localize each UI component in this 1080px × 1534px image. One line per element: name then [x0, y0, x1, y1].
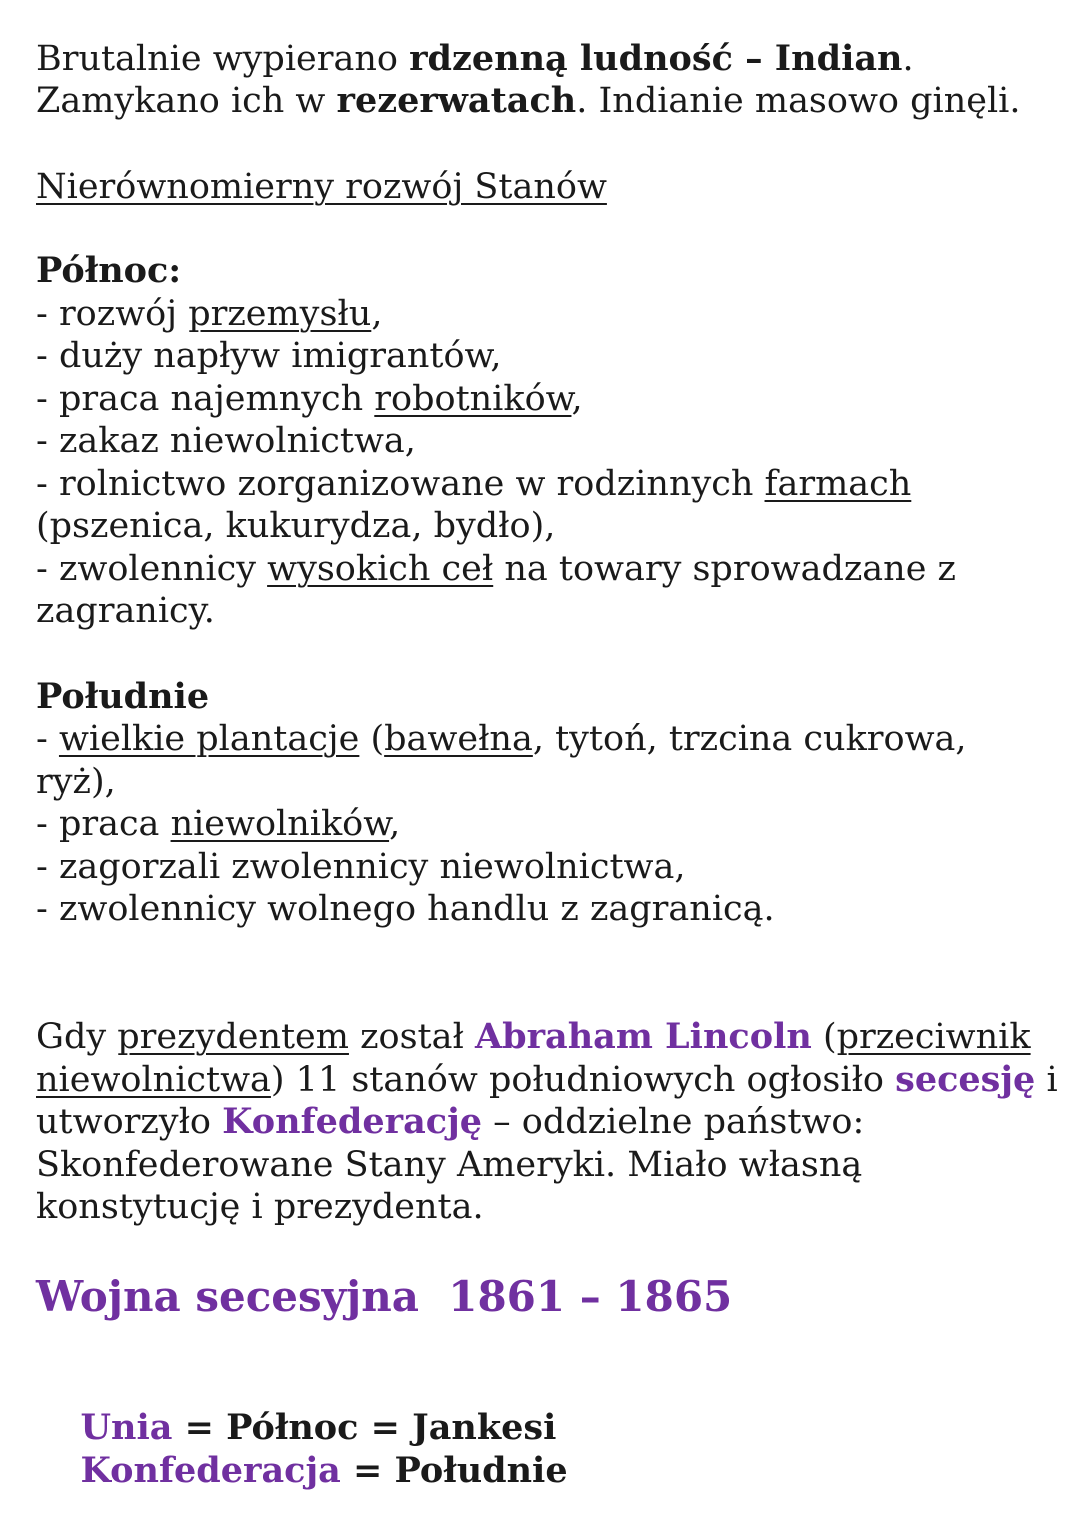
north-item-1: - rozwój przemysłu,	[36, 294, 383, 334]
union-line: Unia = Północ = Jankesi	[80, 1407, 557, 1448]
south-item-1-cont: ryż),	[36, 762, 116, 802]
lincoln-line-2: niewolnictwa) 11 stanów południowych ogłosiło secesję i	[36, 1059, 1058, 1100]
north-item-5-cont: (pszenica, kukurydza, bydło),	[36, 506, 556, 546]
reservations-bold: rezerwatach	[336, 80, 577, 121]
south-item-3: - zagorzali zwolennicy niewolnictwa,	[36, 847, 686, 887]
lincoln-line-3: utworzyło Konfederację – oddzielne państwo:	[36, 1101, 865, 1142]
north-item-6: - zwolennicy wysokich ceł na towary sprowadzane z	[36, 549, 956, 589]
indigenous-people-bold: rdzenną ludność – Indian	[409, 38, 903, 79]
intro-line-2: Zamykano ich w rezerwatach. Indianie masowo ginęli.	[36, 80, 1021, 121]
north-heading: Północ:	[36, 250, 182, 291]
secession-highlight: secesję	[895, 1059, 1036, 1100]
war-title: Wojna secesyjna 1861 – 1865	[36, 1272, 733, 1321]
north-item-2: - duży napływ imigrantów,	[36, 336, 502, 376]
confederacy-line: Konfederacja = Południe	[80, 1450, 568, 1491]
north-item-5: - rolnictwo zorganizowane w rodzinnych farmach	[36, 464, 912, 504]
section-title: Nierównomierny rozwój Stanów	[36, 167, 607, 207]
confederacy-label: Konfederacja	[80, 1450, 341, 1491]
south-item-1: - wielkie plantacje (bawełna, tytoń, trzcina cukrowa,	[36, 719, 967, 759]
confederacy-highlight: Konfederację	[222, 1101, 483, 1142]
south-item-2: - praca niewolników,	[36, 804, 401, 844]
north-item-4: - zakaz niewolnictwa,	[36, 421, 416, 461]
abraham-lincoln-highlight: Abraham Lincoln	[474, 1016, 812, 1057]
north-item-6-cont: zagranicy.	[36, 591, 215, 631]
north-item-3: - praca najemnych robotników,	[36, 379, 583, 419]
south-item-4: - zwolennicy wolnego handlu z zagranicą.	[36, 889, 775, 929]
intro-line-1: Brutalnie wypierano rdzenną ludność – Indian.	[36, 38, 914, 79]
south-heading: Południe	[36, 676, 210, 717]
union-label: Unia	[80, 1407, 173, 1448]
lincoln-line-1: Gdy prezydentem został Abraham Lincoln (przeciwnik	[36, 1016, 1031, 1057]
lincoln-line-5: konstytucję i prezydenta.	[36, 1187, 484, 1227]
lincoln-line-4: Skonfederowane Stany Ameryki. Miało własną	[36, 1145, 863, 1185]
